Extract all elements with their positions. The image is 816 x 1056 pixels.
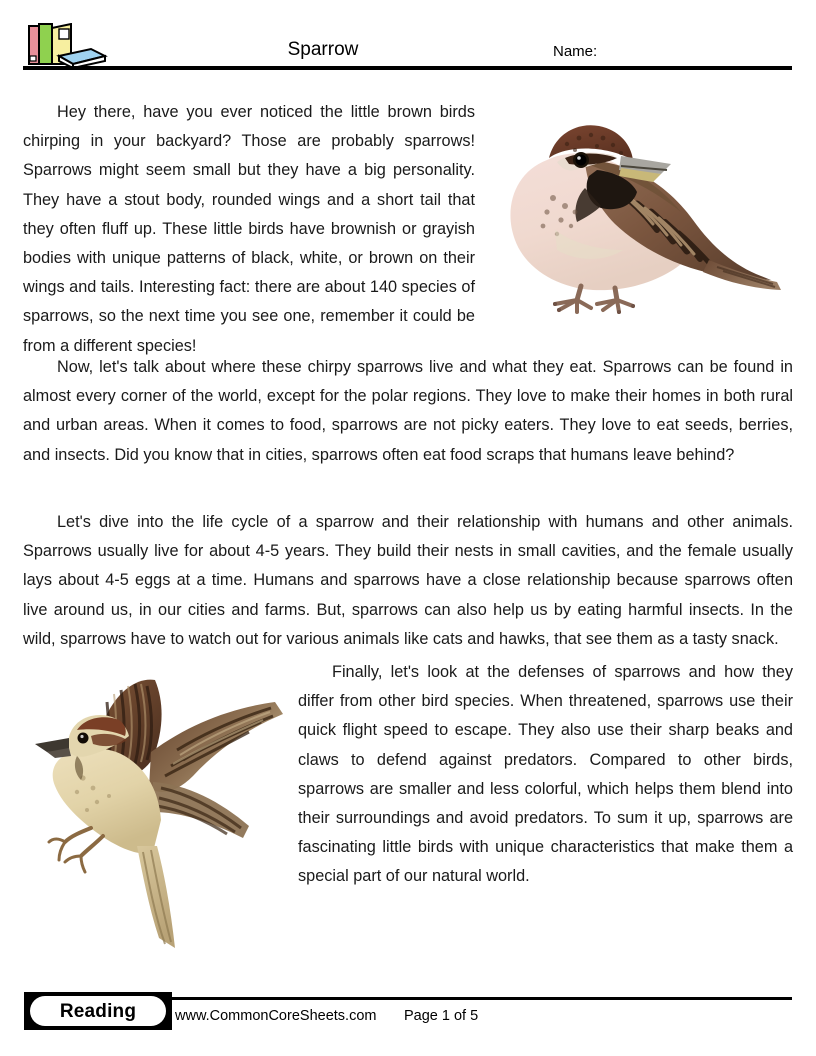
header-divider (23, 66, 792, 70)
paragraph-intro: Hey there, have you ever noticed the little brown birds chirping in your backyard? Those are probably sparrows! Sparrows might seem small but they have a big personality. They have a stout body, rounded wings and a short tail that they often fluff up. These little birds have brownish or grayish bodies with unique patterns of black, white, or brown on their wings and tails. Interesting fact: there are about 140 species of sparrows, so the next time you see one, remember it could be from a different species! (23, 103, 475, 355)
website-url[interactable]: www.CommonCoreSheets.com (175, 1008, 377, 1024)
subject-badge-label: Reading (59, 1000, 137, 1022)
paragraph-life-cycle: Let's dive into the life cycle of a sparrow and their relationship with humans and other animals. Sparrows usually live for about 4-5 years. They build their nests in small cavities, and the female usually lays about 4-5 eggs at a time. Humans and sparrows have a close relationship because sparrows often live around us, in our cities and farms. But, sparrows can also help us by eating harmful insects. In the wild, sparrows have to watch out for various animals like cats and hawks, that see them as a tasty snack. (23, 513, 793, 648)
page-number-label: Page 1 of 5 (404, 1008, 479, 1024)
flying-sparrow-photo (25, 660, 290, 960)
subject-badge (24, 992, 172, 1030)
paragraph-defenses: Finally, let's look at the defenses of sparrows and how they differ from other bird species. When threatened, sparrows use their quick flight speed to escape. They also use their sharp beaks and claws to defend against predators. Compared to other birds, sparrows are smaller and less colorful, which helps them blend into their surroundings and avoid predators. To sum it up, sparrows are fascinating little birds with unique characteristics that make them a special part of our natural world. (298, 663, 793, 886)
student-name-label: Name: (553, 43, 598, 60)
page-header (23, 18, 793, 68)
page-title: Sparrow (287, 39, 359, 60)
page-footer (23, 992, 793, 1038)
perched-sparrow-photo (485, 100, 790, 315)
subject-badge-pill (30, 996, 166, 1026)
paragraph-habitat-and-diet: Now, let's talk about where these chirpy sparrows live and what they eat. Sparrows can be found in almost every corner of the world, except for the polar regions. They love to make their homes in both rural and urban areas. When it comes to food, sparrows are not picky eaters. They love to eat seeds, berries, and insects. Did you know that in cities, sparrows often eat food scraps that humans leave behind? (23, 358, 793, 464)
footer-divider (165, 997, 792, 1000)
